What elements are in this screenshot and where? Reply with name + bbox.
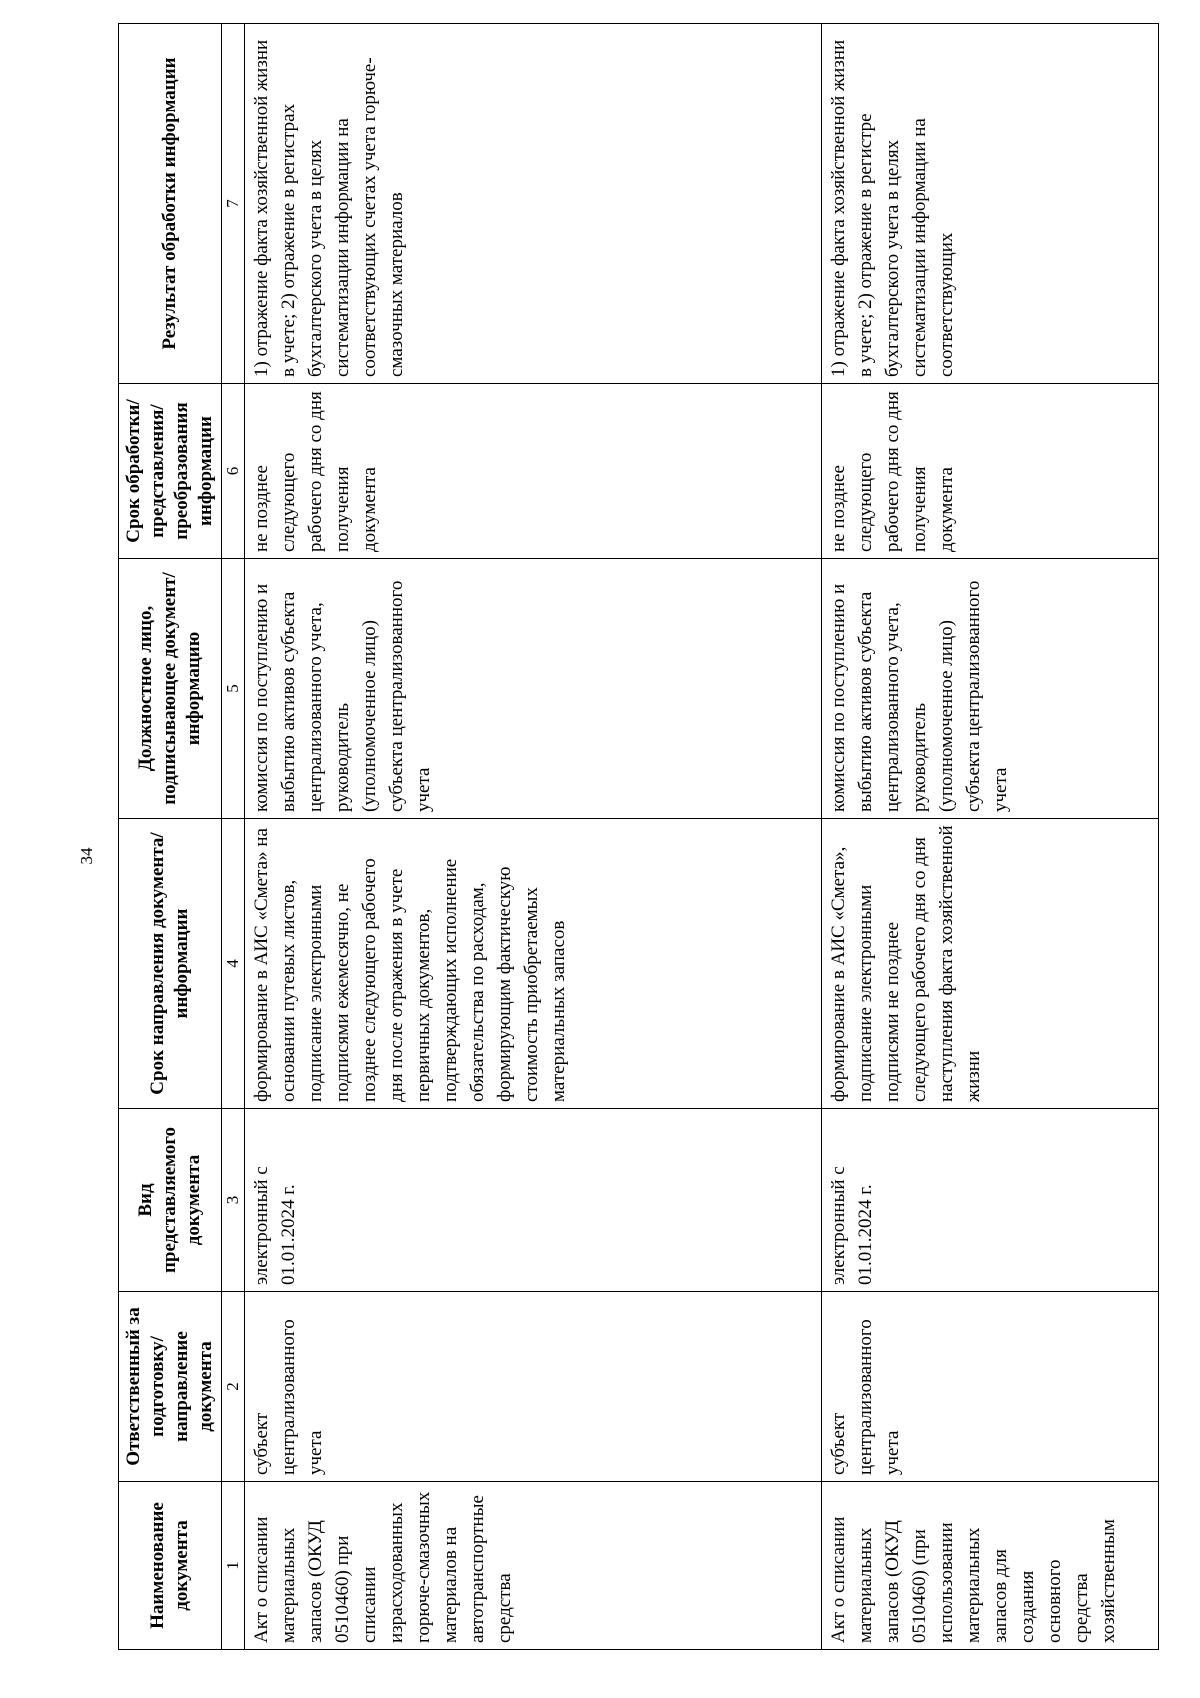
column-number: 5 <box>222 559 245 819</box>
page-number: 34 <box>77 847 96 865</box>
header-doc-name: Наименование документа <box>119 1482 222 1650</box>
cell-signing-official: комиссия по поступлению и выбытию активов субъекта централизованного учета, руководитель (уполномоченное лицо) субъекта централизованного учета <box>245 559 822 819</box>
cell-doc-type: электронный с 01.01.2024 г. <box>245 1109 822 1292</box>
cell-processing-result: 1) отражение факта хозяйственной жизни в учете; 2) отражение в регистрах бухгалтерского учета в целях систематизации информации на соответствующих счетах учета горюче-смазочных материалов <box>245 24 822 384</box>
cell-responsible: субъект централизованного учета <box>822 1292 1159 1482</box>
header-row <box>119 24 222 1650</box>
cell-processing-deadline: не позднее следующего рабочего дня со дня получения документа <box>245 384 822 559</box>
column-number: 6 <box>222 384 245 559</box>
column-number: 7 <box>222 24 245 384</box>
cell-doc-name: Акт о списании материальных запасов (ОКУД 0510460) при списании израсходованных горюче-смазочных материалов на автотранспортные средства <box>245 1482 822 1650</box>
column-number: 3 <box>222 1109 245 1292</box>
document-table <box>118 23 1159 1650</box>
cell-doc-name: Акт о списании материальных запасов (ОКУД 0510460) (при использовании материальных запасов для создания основного средства хозяйственным <box>822 1482 1159 1650</box>
header-processing-deadline: Срок обработки/ представления/ преобразования информации <box>119 384 222 559</box>
header-processing-result: Результат обработки информации <box>119 24 222 384</box>
header-submission-deadline: Срок направления документа/ информации <box>119 819 222 1109</box>
table-row <box>822 24 1159 1650</box>
header-doc-type: Вид представляемого документа <box>119 1109 222 1292</box>
header-responsible: Ответственный за подготовку/ направление документа <box>119 1292 222 1482</box>
document-table-container <box>118 24 1151 1650</box>
cell-submission-deadline: формирование в АИС «Смета» на основании путевых листов, подписание электронными подписями ежемесячно, не позднее следующего рабочего дня после отражения в учете первичных документов, подтверждающих исполнение обязательства по расходам, формирующим фактическую стоимость приобретаемых материальных запасов <box>245 819 822 1109</box>
cell-processing-deadline: не позднее следующего рабочего дня со дня получения документа <box>822 384 1159 559</box>
column-number: 2 <box>222 1292 245 1482</box>
column-number-row <box>222 24 245 1650</box>
cell-submission-deadline: формирование в АИС «Смета», подписание электронными подписями не позднее следующего рабочего дня со дня наступления факта хозяйственной жизни <box>822 819 1159 1109</box>
column-number: 4 <box>222 819 245 1109</box>
header-signing-official: Должностное лицо, подписывающее документ/информацию <box>119 559 222 819</box>
cell-doc-type: электронный с 01.01.2024 г. <box>822 1109 1159 1292</box>
cell-signing-official: комиссия по поступлению и выбытию активов субъекта централизованного учета, руководитель (уполномоченное лицо) субъекта централизованного учета <box>822 559 1159 819</box>
cell-processing-result: 1) отражение факта хозяйственной жизни в учете; 2) отражение в регистре бухгалтерского учета в целях систематизации информации на соответствующих <box>822 24 1159 384</box>
column-number: 1 <box>222 1482 245 1650</box>
cell-responsible: субъект централизованного учета <box>245 1292 822 1482</box>
table-row <box>245 24 822 1650</box>
